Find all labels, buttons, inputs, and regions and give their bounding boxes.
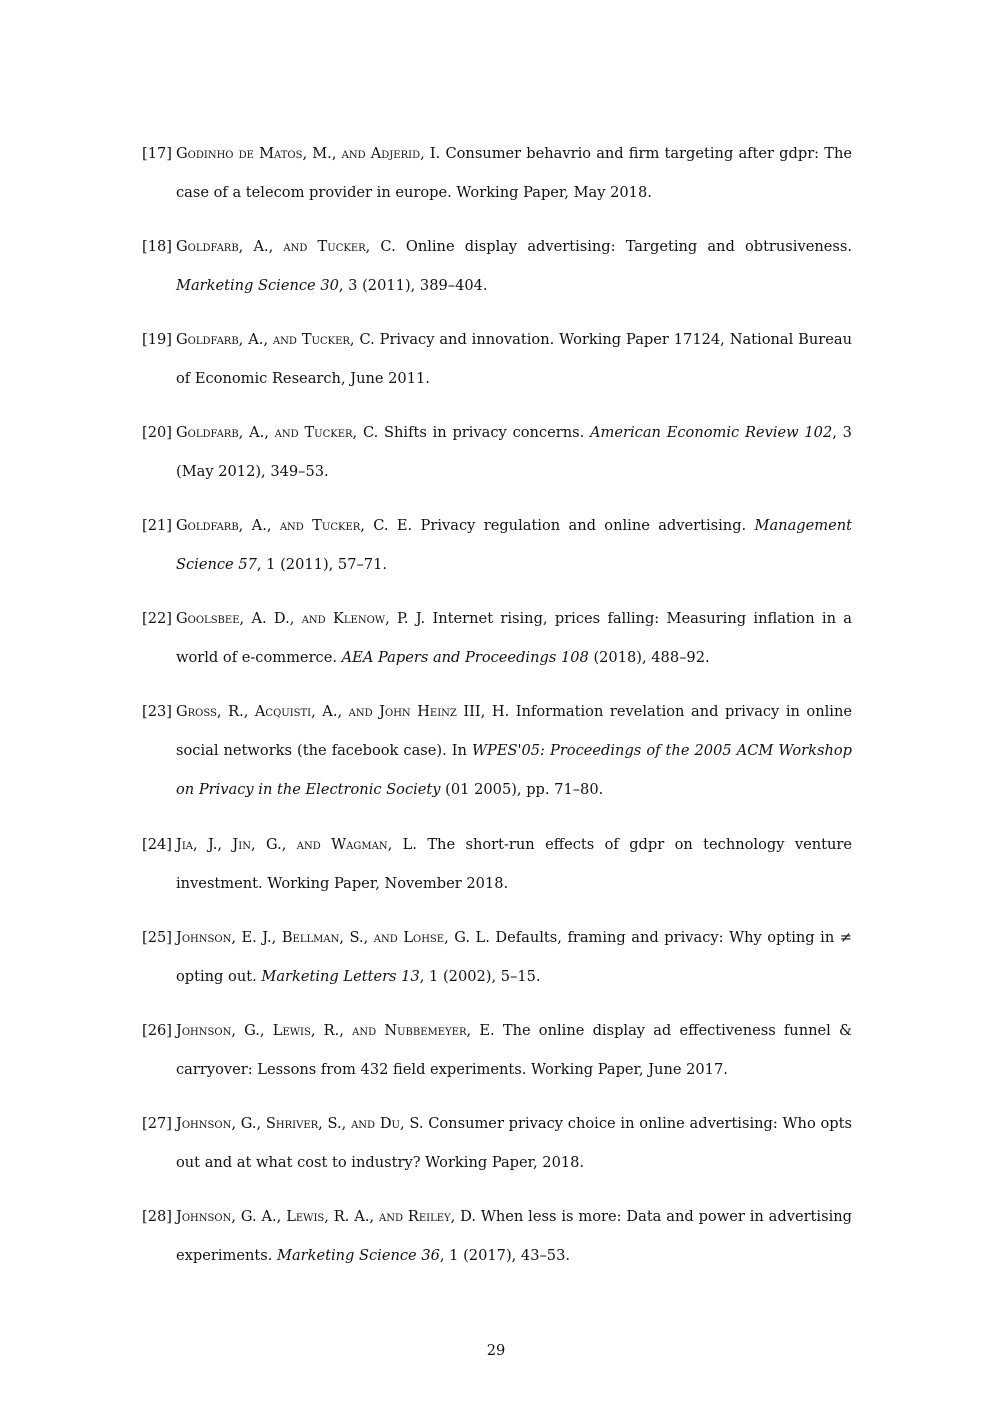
reference-26 (142, 1011, 852, 1089)
reference-venue: WPES'05: Proceedings of the 2005 ACM Workshop on Privacy in the Electronic Society (176, 742, 852, 798)
reference-number: [26] (142, 1022, 172, 1039)
reference-segment: The online display ad effectiveness funnel & carryover: Lessons from 432 field experiments. Working Paper, June 2017. (176, 1022, 852, 1078)
reference-segment: (2018), 488–92. (588, 649, 710, 666)
reference-text (176, 134, 852, 212)
reference-segment: , 1 (2002), 5–15. (419, 968, 541, 985)
reference-number: [27] (142, 1115, 172, 1132)
reference-segment: Online display advertising: Targeting and obtrusiveness. (395, 238, 852, 255)
reference-number: [24] (142, 836, 172, 853)
reference-21 (142, 506, 852, 584)
reference-segment: The short-run effects of gdpr on technology venture investment. Working Paper, November 2018. (176, 836, 852, 892)
page-number: 29 (486, 1342, 506, 1359)
reference-24 (142, 825, 852, 903)
reference-segment: Consumer privacy choice in online advertising: Who opts out and at what cost to industry? Working Paper, 2018. (176, 1115, 852, 1171)
reference-venue: American Economic Review 102 (590, 424, 833, 441)
reference-authors: Johnson, G., Lewis, R., and Nubbemeyer, E. (176, 1022, 495, 1039)
reference-number: [19] (142, 331, 172, 348)
reference-authors: Johnson, G. A., Lewis, R. A., and Reiley, D. (176, 1208, 476, 1225)
reference-segment: Consumer behavrio and firm targeting after gdpr: The case of a telecom provider in europe. Working Paper, May 2018. (176, 145, 853, 201)
reference-authors: Goldfarb, A., and Tucker, C. E. (176, 517, 413, 534)
reference-27 (142, 1104, 852, 1182)
reference-23 (142, 692, 852, 809)
reference-28 (142, 1197, 852, 1275)
reference-text (176, 1104, 852, 1182)
reference-20 (142, 413, 852, 491)
reference-authors: Gross, R., Acquisti, A., and John Heinz III, H. (176, 703, 510, 720)
reference-18 (142, 227, 852, 305)
reference-segment: Information revelation and privacy in online social networks (the facebook case). In (176, 703, 852, 759)
reference-text (176, 825, 852, 903)
reference-segment: Internet rising, prices falling: Measuring inflation in a world of e-commerce. (176, 610, 853, 666)
reference-text (176, 692, 852, 809)
reference-text (176, 413, 852, 491)
reference-venue: Management Science 57 (176, 517, 852, 573)
reference-segment: , 3 (May 2012), 349–53. (176, 424, 852, 480)
reference-segment: , 3 (2011), 389–404. (338, 277, 488, 294)
reference-number: [20] (142, 424, 172, 441)
reference-venue: Marketing Letters 13 (261, 968, 420, 985)
reference-19 (142, 320, 852, 398)
reference-22 (142, 599, 852, 677)
reference-segment: Privacy regulation and online advertising. (412, 517, 755, 534)
reference-venue: Marketing Science 30 (176, 277, 339, 294)
reference-segment: Shifts in privacy concerns. (378, 424, 591, 441)
reference-authors: Goldfarb, A., and Tucker, C. (176, 331, 375, 348)
reference-segment: Defaults, framing and privacy: Why opting in ≠ opting out. (176, 929, 852, 985)
reference-number: [17] (142, 145, 172, 162)
reference-text (176, 1011, 852, 1089)
reference-authors: Johnson, E. J., Bellman, S., and Lohse, G. L. (176, 929, 490, 946)
reference-text (176, 1197, 852, 1275)
reference-authors: Godinho de Matos, M., and Adjerid, I. (176, 145, 441, 162)
reference-number: [21] (142, 517, 172, 534)
reference-number: [22] (142, 610, 172, 627)
reference-segment: Privacy and innovation. Working Paper 17124, National Bureau of Economic Research, June 2011. (176, 331, 852, 387)
reference-text (176, 506, 852, 584)
reference-segment: , 1 (2017), 43–53. (439, 1247, 570, 1264)
reference-text (176, 918, 852, 996)
reference-segment: (01 2005), pp. 71–80. (440, 781, 604, 798)
reference-segment: , 1 (2011), 57–71. (256, 556, 387, 573)
reference-number: [25] (142, 929, 172, 946)
reference-text (176, 320, 852, 398)
reference-authors: Goolsbee, A. D., and Klenow, P. J. (176, 610, 426, 627)
reference-25 (142, 918, 852, 996)
reference-venue: Marketing Science 36 (277, 1247, 440, 1264)
reference-number: [28] (142, 1208, 172, 1225)
reference-segment: When less is more: Data and power in advertising experiments. (176, 1208, 852, 1264)
reference-17 (142, 134, 852, 212)
reference-text (176, 227, 852, 305)
reference-venue: AEA Papers and Proceedings 108 (341, 649, 589, 666)
reference-authors: Goldfarb, A., and Tucker, C. (176, 238, 396, 255)
reference-number: [23] (142, 703, 172, 720)
reference-authors: Goldfarb, A., and Tucker, C. (176, 424, 379, 441)
reference-text (176, 599, 852, 677)
reference-authors: Johnson, G., Shriver, S., and Du, S. (176, 1115, 424, 1132)
reference-authors: Jia, J., Jin, G., and Wagman, L. (176, 836, 417, 853)
reference-number: [18] (142, 238, 172, 255)
